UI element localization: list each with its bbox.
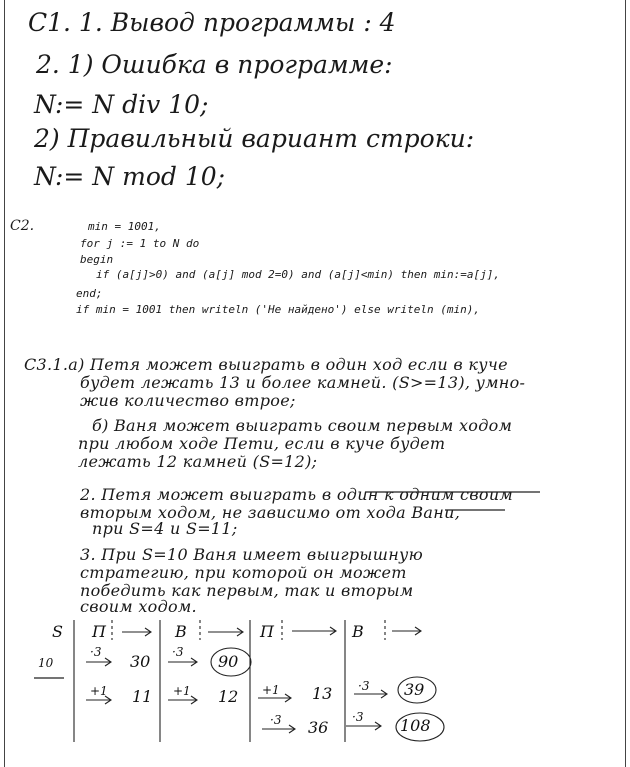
c1-line-3: N:= N div 10; bbox=[34, 90, 209, 119]
c3-line: 3. При S=10 Ваня имеет выигрышную bbox=[80, 545, 424, 564]
c3-line: лежать 12 камней (S=12); bbox=[78, 452, 318, 471]
circle-mark bbox=[396, 713, 444, 741]
c1-line-5: N:= N mod 10; bbox=[34, 162, 226, 191]
c2-code-line: end; bbox=[76, 287, 103, 300]
tree-op: ·3 bbox=[358, 679, 370, 693]
c1-line-4: 2) Правильный вариант строки: bbox=[34, 124, 475, 153]
c2-label: С2. bbox=[10, 218, 35, 234]
tree-op: +1 bbox=[173, 684, 191, 698]
tree-header-s: S bbox=[52, 622, 63, 641]
c2-code-line: for j := 1 to N do bbox=[80, 237, 200, 250]
tree-op: ·3 bbox=[90, 645, 102, 659]
c2-code-line: begin bbox=[80, 253, 114, 266]
tree-op: ·3 bbox=[352, 710, 364, 724]
tree-header-petya-1: П bbox=[92, 622, 106, 641]
tree-header-vanya-1: В bbox=[175, 622, 187, 641]
tree-header-vanya-2: В bbox=[352, 622, 364, 641]
tree-value: 30 bbox=[130, 652, 151, 671]
circle-mark bbox=[398, 677, 436, 703]
c3-line: при любом ходе Пети, если в куче будет bbox=[78, 434, 446, 453]
c3-line: стратегию, при которой он может bbox=[80, 563, 407, 582]
c3-line: С3.1.а) Петя может выиграть в один ход если в куче bbox=[24, 355, 508, 374]
tree-op: ·3 bbox=[172, 645, 184, 659]
c3-line: будет лежать 13 и более камней. (S>=13), умно- bbox=[80, 373, 526, 392]
tree-value-circled: 108 bbox=[400, 716, 431, 735]
c1-line-2: 2. 1) Ошибка в программе: bbox=[36, 50, 393, 79]
tree-op: ·3 bbox=[270, 713, 282, 727]
c3-line: победить как первым, так и вторым bbox=[80, 581, 414, 600]
tree-value: 13 bbox=[312, 684, 333, 703]
c2-code-line: if min = 1001 then writeln ('Не найдено') else writeln (min), bbox=[76, 303, 480, 316]
c2-code-line: if (a[j]>0) and (a[j] mod 2=0) and (a[j]<min) then min:=a[j], bbox=[96, 268, 500, 281]
c1-line-1: С1. 1. Вывод программы : 4 bbox=[28, 8, 396, 37]
c3-line: при S=4 и S=11; bbox=[92, 519, 238, 538]
c2-code-line: min = 1001, bbox=[88, 220, 161, 233]
tree-value: 12 bbox=[218, 687, 239, 706]
tree-value-circled: 90 bbox=[218, 652, 239, 671]
tree-value: 36 bbox=[308, 718, 329, 737]
c3-line: жив количество втрое; bbox=[80, 391, 296, 410]
c3-line: своим ходом. bbox=[80, 597, 197, 616]
tree-value: 11 bbox=[132, 687, 153, 706]
tree-op: +1 bbox=[90, 684, 108, 698]
c3-line: 2. Петя может выиграть в один к одним своим bbox=[80, 485, 514, 504]
tree-value-circled: 39 bbox=[404, 680, 425, 699]
tree-op: +1 bbox=[262, 683, 280, 697]
tree-start-value: 10 bbox=[38, 656, 54, 670]
c3-line: б) Ваня может выиграть своим первым ходом bbox=[92, 416, 513, 435]
tree-header-petya-2: П bbox=[260, 622, 274, 641]
circle-mark bbox=[211, 648, 251, 676]
c3-line: вторым ходом, не зависимо от хода Вани, bbox=[80, 503, 461, 522]
